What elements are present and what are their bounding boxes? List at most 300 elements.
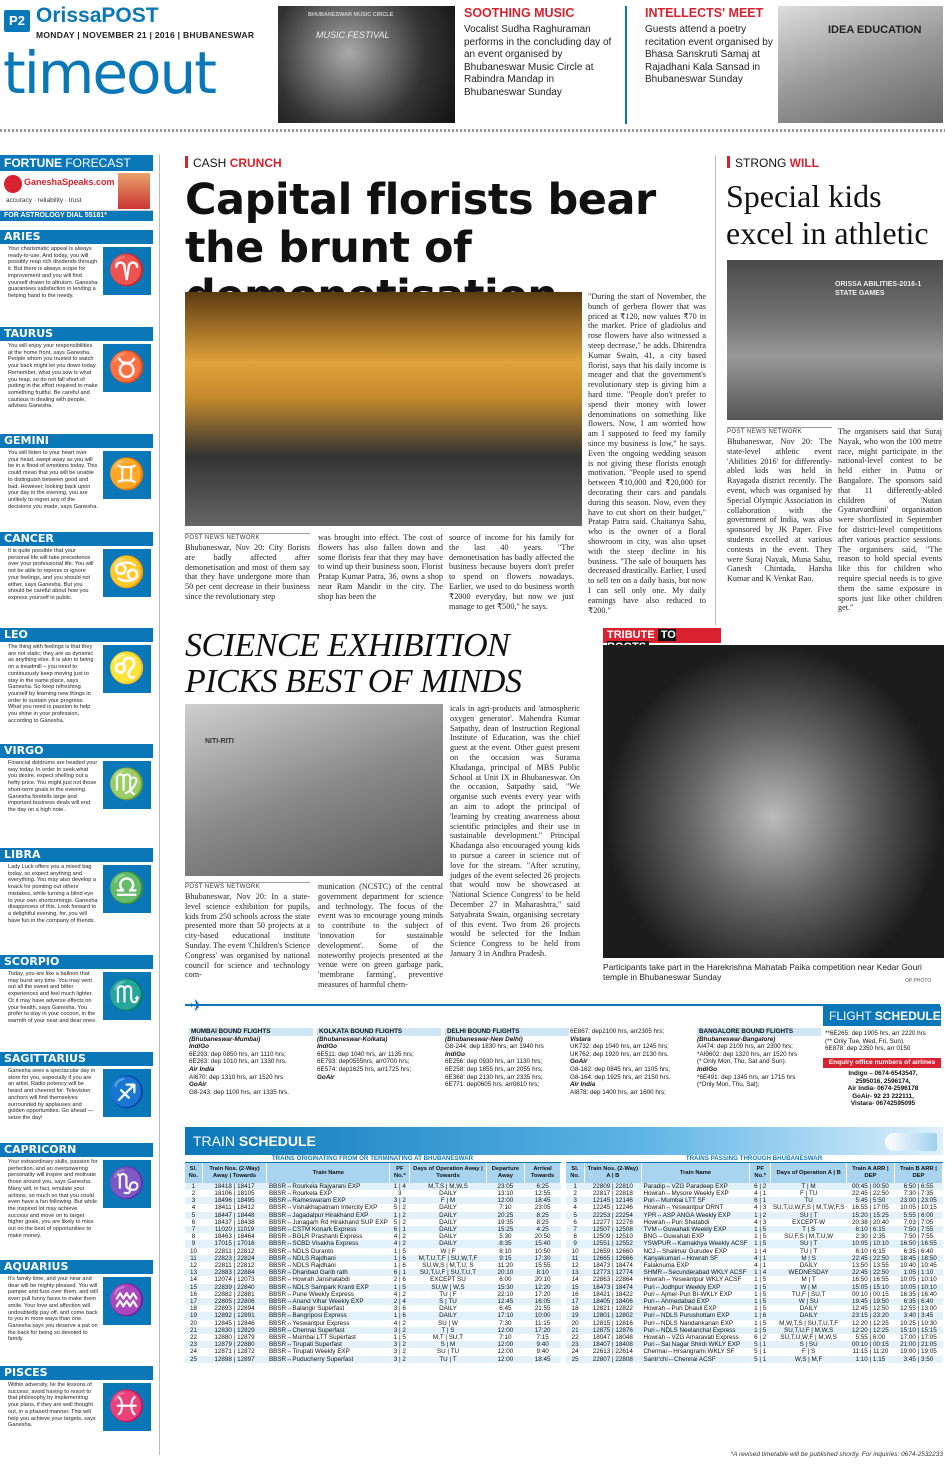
table-row <box>566 1240 943 1247</box>
table-cell: SU,T,U,W,F,S | M,T,W,F,S <box>772 1204 845 1212</box>
table-cell: 18411 | 18412 <box>214 1204 255 1212</box>
table-cell: 7:10 <box>499 1204 512 1212</box>
table-cell: 1 | 4 <box>390 1183 410 1190</box>
table-cell: 17:00 | 17:05 <box>900 1333 937 1341</box>
flight-right-line: (** Only Tue, Wed, Fri, Sun). <box>825 1037 905 1045</box>
enquiry-line: 2595016, 2596174, <box>855 1077 911 1085</box>
table-cell: 22:45 | 22:50 <box>846 1269 894 1276</box>
table-cell: 1:05 | 1:10 <box>894 1269 942 1276</box>
table-cell: 1 | 6 <box>393 1261 406 1269</box>
table-cell: 3:40 | 3:45 <box>894 1312 942 1319</box>
table-cell: 4 | 2 <box>393 1233 406 1241</box>
table-cell: 4 <box>191 1204 196 1212</box>
table-cell: 12871 | 12872 <box>214 1348 255 1356</box>
column-rule-2 <box>715 155 716 625</box>
tribute-kicker-b: TO <box>607 629 676 653</box>
florists-headline: Capital florists bear the brunt of <box>185 175 656 273</box>
table-cell: 1 | 6 <box>750 1312 771 1319</box>
table-cell: 9 <box>566 1240 584 1247</box>
flight-line: GoAir <box>570 1058 588 1066</box>
train-col-header: Arrival Towards <box>525 1163 561 1183</box>
flight-line: G8-162: dep 0845 hrs, arr 1105 hrs; <box>570 1065 670 1073</box>
table-row <box>185 1305 561 1312</box>
science-col1 <box>185 882 310 980</box>
flight-line: IndiGo <box>445 1050 465 1058</box>
table-cell: 00:10 | 00:15 <box>846 1341 894 1348</box>
flight-line: 6E256: dep 0930 hrs, arr 1130 hrs; <box>445 1058 543 1066</box>
table-row <box>185 1269 561 1276</box>
table-row <box>185 1233 561 1240</box>
table-cell: 12:00 <box>497 1348 514 1356</box>
table-cell: 7:15 <box>536 1333 549 1341</box>
table-cell: DAILY <box>439 1233 457 1241</box>
table-row <box>185 1183 561 1190</box>
table-cell: W | F <box>440 1247 456 1255</box>
flight-line: 6E258: dep 1855 hrs, arr 2055 hrs; <box>445 1065 543 1073</box>
train-col-header: Departure Away <box>486 1163 524 1183</box>
table-cell: 18:45 <box>525 1356 561 1363</box>
table-cell: 1 | 5 <box>750 1298 771 1305</box>
table-row <box>185 1334 561 1341</box>
table-cell: 20 <box>190 1319 198 1327</box>
flight-line: IndiGo <box>189 1043 209 1051</box>
table-cell: 2 | 6 <box>393 1276 406 1284</box>
horoscope-leo <box>0 628 153 738</box>
table-cell: BBSR↔Jagadalpur Hirakhand EXP <box>267 1212 390 1219</box>
table-cell: TU,F | SU,T <box>791 1290 826 1298</box>
table-cell: 25 <box>185 1356 202 1363</box>
flight-right-line: 6E878: dep 2350 hrs, arr 0150 <box>825 1045 911 1052</box>
masthead-rule <box>0 129 945 132</box>
table-cell: 3 | 2 <box>390 1197 410 1204</box>
table-cell: 12875 | 12876 <box>584 1327 641 1334</box>
table-cell: 6:35 | 6:40 <box>894 1298 942 1305</box>
table-cell: 4 | 1 <box>754 1189 767 1197</box>
train-title-a: TRAIN <box>193 1133 239 1149</box>
table-row <box>566 1269 943 1276</box>
table-cell: 9:40 <box>536 1348 549 1356</box>
table-cell: TVM↔Guwahati Weekly EXP <box>641 1226 749 1233</box>
table-cell: YSWPUR↔Kamakhya Weekly ACSF <box>643 1240 748 1248</box>
table-cell: 22882 | 22881 <box>214 1290 255 1298</box>
table-cell: Howrah↔Yeswantpur DRNT <box>643 1204 724 1212</box>
table-cell: 4 | 2 <box>393 1290 406 1298</box>
table-cell: 3 <box>398 1189 402 1197</box>
table-cell: BBSR↔Junagarh Rd Hirakhand SUP EXP <box>268 1218 388 1226</box>
horoscope-scorpio <box>0 955 153 1045</box>
table-cell: 2 <box>191 1189 196 1197</box>
table-cell: BBSR↔Rourkela EXP <box>268 1189 332 1197</box>
florists-col1-text: Bhubaneswar, Nov 20: City florists are badly affected after demonetisation and most of them say that they have undergone more than 50 per cent decrease in their business since the revolutionary step <box>185 543 310 601</box>
table-cell: TU | T <box>799 1247 818 1255</box>
table-row <box>185 1327 561 1334</box>
train-col-header: PF No.* <box>390 1163 410 1183</box>
table-cell: 18437 | 18438 <box>214 1218 255 1226</box>
table-cell: 12:00 <box>486 1197 524 1204</box>
table-cell: 11 <box>185 1255 202 1262</box>
table-cell: Chennai↔Hrsangrami WKLY SF <box>643 1348 735 1356</box>
table-cell: 17 <box>185 1298 202 1305</box>
enquiry-line: Indigo – 0674-6543547, <box>848 1070 918 1077</box>
table-cell: S | SU <box>771 1341 847 1348</box>
train-col-header: Train Name <box>267 1163 390 1183</box>
kids-col2: The organisers said that Suraj Nayak, who won the 100 metre race, might participate in the national-level contest to be held either in Patna or Bangalore. The sponsors said that 11 differently-abled children of 'Nutan Gyanavardhini' organisation were shortlisted in September for district-level competitions after various practice sessions. The organisers said, "The reason to hold special events like this for children who require special needs is to give them the same exposure in sports just like other children get." <box>838 427 942 613</box>
table-cell: WEDNESDAY <box>771 1269 847 1276</box>
table-cell: 13 <box>566 1269 584 1276</box>
table-row <box>185 1348 561 1355</box>
florists-col2: was brought into effect. The cost of flowers has also fallen down and some florists fear that they may have to wind up their business soon. Florist Pratap Kumar Patra, 36, owns a shop near Ram Mandir in the city. The shop has been the <box>318 533 443 601</box>
table-row <box>185 1356 561 1363</box>
table-cell: 1 | 2 <box>750 1212 771 1219</box>
table-cell: 10:50 <box>534 1247 551 1255</box>
table-cell: 22613 | 22614 <box>592 1348 633 1356</box>
table-cell: BBSR↔Mumbai LTT Superfast <box>268 1333 356 1341</box>
table-cell: BBSR↔NDLS Duranto <box>268 1247 334 1255</box>
table-cell: 1 | 5 <box>750 1240 771 1247</box>
table-cell: Falaknuma EXP <box>643 1261 689 1269</box>
train-schedule <box>185 1127 943 1462</box>
table-cell: 16 <box>571 1290 579 1298</box>
table-cell: 23:05 <box>486 1183 524 1190</box>
table-row <box>566 1312 943 1319</box>
table-row <box>566 1233 943 1240</box>
train-col-header: Train A ARR | DEP <box>846 1163 894 1183</box>
teaser2-title: INTELLECTS' MEET <box>645 6 764 20</box>
table-cell: T | S <box>410 1327 486 1334</box>
table-cell: 20:38 | 20:40 <box>852 1218 889 1226</box>
table-cell: 4 | 2 <box>390 1240 410 1247</box>
table-cell: T | S <box>771 1226 847 1233</box>
table-cell: 3 <box>566 1197 584 1204</box>
aquarius-sign-icon: ♒ <box>103 1277 151 1325</box>
table-cell: 7:30 | 7:35 <box>903 1189 934 1197</box>
horoscope-sagittarius <box>0 1052 153 1137</box>
table-cell: 18106 | 18105 <box>214 1189 255 1197</box>
flight-line: IndiGo <box>697 1065 717 1073</box>
table-cell: 5 <box>566 1212 584 1219</box>
sign-text: Ganesha sees a spectacular day in store for you, especially if you are an artist. Radio potency will be heard and cheered for. Television anchors will find themselves surrounded by applauses and golden opportunities. Go ahead — seize the day! <box>8 1068 96 1121</box>
table-cell: 12:45 <box>486 1298 524 1305</box>
table-row <box>185 1255 561 1262</box>
table-cell: 11:15 | 11:20 <box>852 1348 889 1356</box>
table-row <box>185 1197 561 1204</box>
sign-text: You will listen to your heart over your head, swept away as you will be in a flood of emotions today. This could mean that you will be unable to distinguish between good and bad. However, looking back upon your day in the evening, you are unlikely to regret any of the decisions you made, says Ganesha. <box>8 450 98 510</box>
enquiry-line: GoAir- 92 23 222111, <box>852 1092 914 1100</box>
table-cell: 12892 | 12891 <box>202 1312 267 1319</box>
table-cell: Howrah↔Puri Dhauli EXP <box>643 1305 717 1313</box>
table-cell: 11:15 <box>534 1319 551 1327</box>
gemini-sign-icon: ♊ <box>103 451 151 499</box>
table-row <box>566 1327 943 1334</box>
table-cell: Howrah↔Yeswantpur WKLY ACSF <box>643 1276 742 1284</box>
table-cell: 6:25 <box>525 1183 561 1190</box>
table-cell: 22863 | 22864 <box>592 1276 633 1284</box>
table-cell: BBSR↔NDLS Rajdhani <box>268 1261 336 1269</box>
table-cell: SU | W <box>438 1319 458 1327</box>
table-cell: DAILY <box>410 1226 486 1233</box>
horoscope-cancer <box>0 532 153 622</box>
flight-line: 6E867: dep2100 hrs, arr2305 hrs; <box>570 1028 665 1035</box>
kids-col1-text: Bhubaneswar, Nov 20: The state-level athletic event 'Abilities 2016' for differently-abled kids was held in Rayagada district recently. The event, which was organised by Special Olympic Association in collaboration with the government of India, was also sponsored by JK Paper. Five students excelled at various contests in the event. They were Suraj Nayak, Muna Sahu, Ganesh Chintada, Harsha Kumar and K Venkat Rao. <box>727 437 832 584</box>
table-cell: 1 | 5 <box>754 1276 767 1284</box>
flight-group-sub: (Bhubaneswar-Mumbai) <box>189 1035 261 1043</box>
florists-photo <box>185 292 582 526</box>
table-cell: 15:10 | 15:15 <box>894 1327 942 1334</box>
table-cell: 12:55 <box>534 1189 551 1197</box>
table-row <box>185 1219 561 1226</box>
flight-group-sub: (Bhubaneswar-New Delhi) <box>445 1035 523 1043</box>
table-cell: 8:10 <box>499 1247 512 1255</box>
table-cell: Puri↔NDLS Purushottam EXP <box>641 1312 749 1319</box>
train-table-passing <box>566 1155 943 1363</box>
florists-kicker-a: CASH <box>193 156 230 170</box>
table-cell: 11 <box>566 1255 584 1262</box>
table-cell: Puri↔Ahmedabad EXP <box>641 1298 749 1305</box>
florists-kicker <box>185 156 282 170</box>
table-cell: 1 | 5 <box>390 1284 410 1291</box>
table-cell: 18463 | 18464 <box>214 1233 255 1241</box>
sign-name: GEMINI <box>0 434 153 448</box>
forecast-sponsor <box>0 171 153 211</box>
table-cell: DAILY <box>439 1204 457 1212</box>
aries-sign-icon: ♈ <box>103 247 151 295</box>
flight-line: Vistara <box>570 1035 591 1043</box>
table-cell: BBSR↔Dhanbad Garib rath <box>267 1269 390 1276</box>
table-cell: 6:10 | 6:15 <box>846 1226 894 1233</box>
table-cell: 23:15 | 23:20 <box>846 1312 894 1319</box>
table-cell: 6 <box>191 1218 196 1226</box>
table-cell: 2:30 | 2:35 <box>855 1233 886 1241</box>
table-cell: 8 <box>191 1233 196 1241</box>
table-cell: 5 | 1 <box>754 1348 767 1356</box>
table-cell: 4 <box>573 1204 577 1212</box>
table-row <box>566 1320 943 1327</box>
table-cell: 17:10 <box>486 1312 524 1319</box>
table-cell: 3 | 2 <box>390 1327 410 1334</box>
table-cell: 1 | 4 <box>750 1269 771 1276</box>
table-cell: 25 <box>566 1356 584 1363</box>
table-cell: 10:05 | 10:15 <box>900 1204 937 1212</box>
virgo-sign-icon: ♍ <box>103 761 151 809</box>
flight-group-head: MUMBAI BOUND FLIGHTS <box>189 1028 313 1036</box>
table-cell: DAILY <box>799 1261 818 1269</box>
science-col2: munication (NCSTC) of the central government department for science and technology. The focus of the event was to encourage young minds to contribute to the subject of 'innovation for sustainable development'. Some of the noteworthy projects presented at the venue were on green garbage park, 'membrane farming', preventive measures of harmful chem- <box>318 882 443 989</box>
teaser1-title: SOOTHING MUSIC <box>464 6 575 20</box>
table-cell: 6:50 | 6:55 <box>894 1183 942 1190</box>
table-row <box>566 1226 943 1233</box>
table-cell: BBSR↔NDLS Sampark Kranti EXP <box>267 1284 390 1291</box>
flight-line: (* Only Mon, Thu, Sat and Sun). <box>697 1058 787 1066</box>
table-cell: 5 | 2 <box>393 1204 406 1212</box>
table-cell: 6 <box>573 1218 577 1226</box>
flight-group-head: DELHI BOUND FLIGHTS <box>445 1028 569 1036</box>
sign-text: You will enjoy your responsibilities at the home front, says Ganesha. People whom you trusted to watch your back might let you down today. Remember, what you sow is what you reap, so do not fall short of putting in the effort required to make something fruitful. Be careful and cautious in dealing with people, advises Ganesha. <box>8 343 98 410</box>
table-cell: TU | F <box>439 1290 457 1298</box>
flight-group <box>189 1028 313 1096</box>
tribute-kicker-a: TRIBUTE <box>607 629 658 641</box>
enquiry-line: Vistara- 06742595095 <box>850 1100 916 1108</box>
capricorn-sign-icon: ♑ <box>103 1160 151 1208</box>
table-cell: 21:00 | 21:05 <box>894 1341 942 1348</box>
table-cell: 12665 | 12666 <box>584 1255 641 1262</box>
teaser1 <box>464 6 614 100</box>
table-row <box>566 1334 943 1341</box>
table-cell: BBSR↔SCBD Visakha Express <box>267 1240 390 1247</box>
table-cell: 12898 | 12897 <box>202 1356 267 1363</box>
table-cell: 19:00 | 19:05 <box>900 1348 937 1356</box>
table-cell: 12074 | 12073 <box>214 1276 255 1284</box>
table-cell: 16:50 | 16:55 <box>894 1240 942 1247</box>
tribute-kicker <box>603 628 721 643</box>
table-cell: 11:20 <box>497 1261 514 1269</box>
flight-line: 6E293: dep 0850 hrs, arr 1110 hrs; <box>189 1050 286 1058</box>
table-row <box>185 1190 561 1197</box>
flight-group-head: BANGALORE BOUND FLIGHTS <box>697 1028 821 1036</box>
horoscope-pisces <box>0 1366 153 1458</box>
sign-name: VIRGO <box>0 744 153 758</box>
train-col-header: Train Nos. (2-Way) Away | Towards <box>202 1163 267 1183</box>
table-cell: 6:00 <box>499 1276 512 1284</box>
table-cell: 7:50 | 7:55 <box>894 1226 942 1233</box>
enquiry-lines <box>825 1070 941 1108</box>
table-cell: 18447 | 18448 <box>202 1212 267 1219</box>
florists-col3: source of income for his family for the last 40 years. "The demonetisation has badly affected the business because buyers don't prefer to spend on flowers nowadays. Earlier, we used to do business worth ₹2000 everyday, but now we just manage to get ₹500," he says. <box>449 533 574 611</box>
table-cell: 22817 | 22818 <box>592 1189 633 1197</box>
table-cell: 16:50 | 16:55 <box>852 1276 889 1284</box>
table-cell: 4 | 1 <box>754 1261 767 1269</box>
table-row <box>566 1356 943 1363</box>
table-cell: 1 <box>185 1183 202 1190</box>
table-cell: Howrah↔Mysore Weekly EXP <box>643 1189 729 1197</box>
horoscope-virgo <box>0 744 153 842</box>
table-cell: 1 | 4 <box>754 1247 767 1255</box>
table-cell: 22893 | 22894 <box>214 1305 255 1313</box>
table-cell: 23:00 | 23:05 <box>894 1197 942 1204</box>
table-cell: 7:03 | 7:05 <box>903 1218 934 1226</box>
table-cell: 18047 | 18048 <box>592 1333 633 1341</box>
table-cell: Puri↔Jodhpur Weekly EXP <box>641 1284 749 1291</box>
table-cell: 12879 | 22880 <box>202 1341 267 1348</box>
train-col-header: Sl. No. <box>185 1163 202 1183</box>
train-footnote: *A revised timetable will be published shortly. For inquiries: 0674-2532233 <box>730 1451 943 1458</box>
page-number: P2 <box>4 10 30 32</box>
florists-kicker-b: CRUNCH <box>229 156 282 170</box>
table-cell: 21 <box>566 1327 584 1334</box>
table-cell: 00:45 | 00:50 <box>846 1183 894 1190</box>
kids-kicker-b: WILL <box>789 156 819 170</box>
table-cell: 3 | 2 <box>393 1348 406 1356</box>
pisces-sign-icon: ♓ <box>103 1383 151 1431</box>
table-row <box>185 1298 561 1305</box>
table-cell: 6:35 | 6:40 <box>903 1247 934 1255</box>
table-row <box>566 1197 943 1204</box>
flight-line: AI670: dep 1310 hrs, arr 1520 hrs <box>189 1073 284 1081</box>
table-cell: 15:05 | 15:10 <box>846 1284 894 1291</box>
florists-col4: "During the start of November, the bunch of gerbera flower that was priced at ₹120, now values ₹70 in the market. Price of gladiolus and rose flowers have also witnessed a steep decrease," he adds. Dhirendra Kumar Swain, 41, a city based florist, says that his daily income is meager and that the government's revolutionary step is giving him a hard time. "People don't prefer to spend their money with lower denominations on something like flowers. Now, I am worried how am I supposed to feed my family since my business is low," he says. Even the ongoing wedding season is not giving these florists enough motivation. "People used to spend between ₹10,000 and ₹20,000 for decorating their cars and pandals during this season. Now, even they have to cut short on their budget," Pratap Patra said. Chaitanya Sahu, who is the owner of a floral showroom in city, was also upset with the steep decline in his business. "The sale of bouquets has decreased drastically. Earlier, I used to sell ten on a daily basis, but now I can sell only one. My daily earnings have also reduced to ₹200." <box>588 292 706 615</box>
table-cell: 5 | 1 <box>750 1341 771 1348</box>
table-cell: Paradip↔VZG Paradeep EXP <box>641 1183 749 1190</box>
table-row <box>185 1341 561 1348</box>
table-cell: 22 <box>571 1333 579 1341</box>
table-row <box>185 1226 561 1233</box>
flight-line: 6E793: dep0555hrs, arr0700 hrs; <box>317 1058 410 1066</box>
kids-col1 <box>727 427 832 584</box>
table-row <box>185 1284 561 1291</box>
table-cell: 22:45 | 22:50 <box>852 1189 889 1197</box>
table-row <box>185 1312 561 1319</box>
table-cell: YPR↔ASP ANGA Weekly EXP <box>641 1212 749 1219</box>
astrologer-photo <box>118 173 150 209</box>
table-row <box>185 1248 561 1255</box>
table-cell: 18421 | 18422 <box>592 1290 633 1298</box>
teaser2-body: Guests attend a poetry recitation event organised by Bhasa Sanskruti Samaj at Rajadhani Kala Sansad in Bhubaneswar Sunday <box>645 24 773 86</box>
forecast-dial: FOR ASTROLOGY DIAL 55181* <box>0 211 153 221</box>
flight-schedule <box>185 998 941 1122</box>
table-cell: 15 <box>185 1284 202 1291</box>
table-cell: 7 <box>566 1226 584 1233</box>
table-cell: 1 | 5 <box>393 1333 406 1341</box>
table-cell: 10:25 | 10:30 <box>900 1319 937 1327</box>
train-col-header: Train Nos. (2-Way) A | B <box>584 1163 641 1183</box>
table-cell: 12:45 | 12:50 <box>852 1305 889 1313</box>
table-cell: 10:40 | 10:45 <box>900 1261 937 1269</box>
table-cell: 12659 | 12660 <box>592 1247 633 1255</box>
flight-group <box>570 1028 694 1096</box>
flight-line: *AI9602: dep 1320 hrs, arr 1520 hrs <box>697 1050 798 1058</box>
table-cell: NCJ↔Shalimar Gurudev EXP <box>643 1247 728 1255</box>
science-photo <box>185 704 443 876</box>
dateline: MONDAY | NOVEMBER 21 | 2016 | BHUBANESWAR <box>36 30 255 40</box>
table-row <box>566 1276 943 1283</box>
flight-line: (*Only Mon, Thu, Sat); <box>697 1081 760 1089</box>
table-cell: Puri↔Mumbai LTT SF <box>641 1197 749 1204</box>
forecast-tagline: accuracy · reliability · trust <box>6 197 82 204</box>
table-cell: M | T <box>801 1276 816 1284</box>
table-cell: 1 | 5 <box>754 1305 767 1313</box>
table-cell: 4:25 <box>525 1226 561 1233</box>
table-cell: DAILY <box>439 1189 457 1197</box>
table-cell: 23 <box>185 1341 202 1348</box>
table-row <box>566 1305 943 1312</box>
table-cell: 12845 | 12846 <box>214 1319 255 1327</box>
train-icon <box>885 1133 937 1151</box>
table-cell: 20:10 <box>486 1269 524 1276</box>
tribute-photo <box>603 645 944 958</box>
tribute-caption: Participants take part in the Harekrishna Mahatab Paika competition near Kedar Gouri temple in Bhubaneswar Sunday <box>603 962 922 983</box>
enquiry-title: Enquiry office numbers of airlines <box>823 1058 941 1068</box>
table-cell: 8:35 <box>486 1240 524 1247</box>
teaser2-photo <box>778 6 943 123</box>
table-cell: 2 <box>573 1189 577 1197</box>
table-cell: 3 <box>185 1197 202 1204</box>
table-cell: 12 <box>571 1261 579 1269</box>
table-cell: 10:05 | 10:10 <box>846 1240 894 1247</box>
table-cell: 12830 | 12829 <box>202 1327 267 1334</box>
table-cell: DAILY <box>799 1305 818 1313</box>
table-cell: 24 <box>571 1348 579 1356</box>
teaser1-photo-sign: MUSIC FESTIVAL <box>316 30 390 40</box>
table-row <box>566 1262 943 1269</box>
table-cell: 1:10 | 1:15 <box>846 1356 894 1363</box>
table-cell: 5 | 2 <box>393 1218 406 1226</box>
table-cell: 21 <box>185 1327 202 1334</box>
table-cell: S | TU <box>410 1298 486 1305</box>
table-cell: 22807 | 22808 <box>584 1356 641 1363</box>
table-cell: 12277 | 12278 <box>592 1218 633 1226</box>
table-cell: 7:50 | 7:55 <box>903 1233 934 1241</box>
table-cell: 1 | 5 <box>750 1226 771 1233</box>
table-cell: SHMR↔Secunderabad WKLY ACSF <box>641 1269 749 1276</box>
